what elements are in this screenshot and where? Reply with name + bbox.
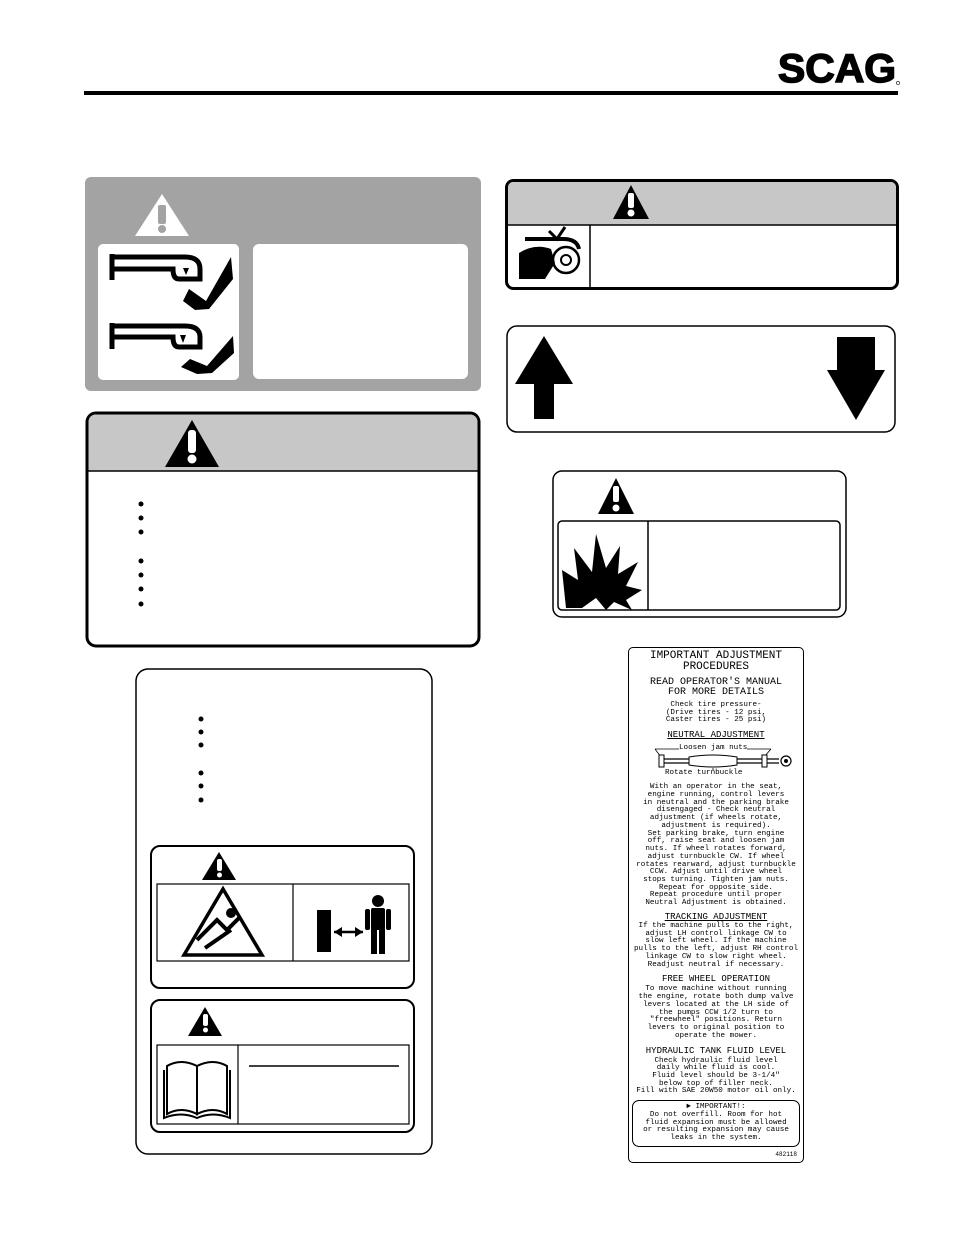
neutral-text-line: Repeat for opposite side. bbox=[659, 883, 773, 892]
header-rule bbox=[84, 91, 898, 95]
lift-direction-decal bbox=[506, 325, 896, 433]
turnbuckle-label: Rotate turnbuckle bbox=[665, 769, 743, 778]
scag-logo bbox=[776, 42, 902, 92]
neutral-heading: NEUTRAL ADJUSTMENT bbox=[667, 730, 765, 741]
neutral-text-line: rotates rearward, adjust turnbuckle bbox=[636, 860, 796, 869]
important-heading: ► IMPORTANT!: bbox=[686, 1103, 746, 1112]
neutral-text-line: engine running, control levers bbox=[647, 790, 785, 799]
neutral-text-line: in neutral and the parking brake bbox=[643, 798, 789, 807]
tracking-text-line: linkage CW to slow right wheel. bbox=[645, 952, 787, 961]
adjustment-procedures-decal bbox=[628, 647, 804, 1163]
freewheel-text-line: To move machine without running bbox=[645, 985, 787, 994]
freewheel-text-line: "freewheel" positions. Return bbox=[649, 1016, 783, 1025]
tracking-text-line: pulls to the left, adjust RH control bbox=[633, 945, 799, 954]
important-text-line: or resulting expansion may cause bbox=[643, 1126, 789, 1135]
hydraulic-text-line: below top of filler neck. bbox=[659, 1079, 773, 1088]
part-number: 482118 bbox=[775, 1151, 797, 1158]
neutral-text-line: off, raise seat and loosen jam bbox=[647, 837, 785, 846]
read-manual-line1: READ OPERATOR'S MANUAL bbox=[649, 677, 783, 688]
freewheel-text-line: operate the mower. bbox=[674, 1031, 758, 1040]
neutral-text-line: adjustment is required). bbox=[661, 821, 771, 830]
neutral-text-line: adjustment (if wheels rotate, bbox=[649, 814, 783, 823]
tracking-text-line: Readjust neutral if necessary. bbox=[647, 960, 785, 969]
turnbuckle-diagram bbox=[629, 742, 803, 782]
hydraulic-text-line: Fill with SAE 20W50 motor oil only. bbox=[636, 1087, 796, 1096]
tracking-text-line: If the machine pulls to the right, bbox=[638, 921, 794, 930]
important-box bbox=[632, 1100, 800, 1147]
jam-nuts-label: Loosen jam nuts bbox=[679, 744, 748, 753]
freewheel-heading: FREE WHEEL OPERATION bbox=[661, 974, 771, 985]
logo-text: SCAG bbox=[778, 47, 896, 91]
tire-check-line: Check tire pressure- bbox=[670, 701, 762, 709]
hydraulic-text-line: Fluid level should be 3-1/4" bbox=[652, 1071, 780, 1080]
important-text-line: fluid expansion must be allowed bbox=[645, 1118, 787, 1127]
read-manual-sub-decal bbox=[151, 1000, 414, 1132]
important-text-line: Do not overfill. Room for hot bbox=[649, 1110, 783, 1119]
tracking-heading: TRACKING ADJUSTMENT bbox=[664, 911, 768, 922]
freewheel-text-line: levers to original position to bbox=[647, 1024, 785, 1033]
neutral-text-line: With an operator in the seat, bbox=[649, 783, 783, 792]
read-manual-line2: FOR MORE DETAILS bbox=[667, 687, 764, 698]
neutral-text-line: Set parking brake, turn engine bbox=[647, 829, 785, 838]
hydraulic-heading: HYDRAULIC TANK FLUID LEVEL bbox=[645, 1045, 787, 1056]
decal-title-line2: PROCEDURES bbox=[682, 661, 749, 673]
neutral-text-line: adjust turnbuckle CW. If wheel bbox=[647, 852, 785, 861]
explosion-hazard-decal bbox=[552, 470, 847, 618]
general-warning-decal bbox=[85, 411, 481, 648]
stay-clear-sub-decal bbox=[151, 846, 414, 988]
neutral-text-line: Repeat procedure until proper bbox=[649, 891, 783, 900]
hand-crush-decal bbox=[85, 177, 481, 391]
tracking-text-line: slow left wheel. If the machine bbox=[645, 937, 787, 946]
freewheel-text-line: levers located at the LH side of bbox=[643, 1000, 789, 1009]
neutral-text-line: nuts. If wheel rotates forward, bbox=[645, 845, 787, 854]
decal-title-line1: IMPORTANT ADJUSTMENT bbox=[649, 650, 783, 662]
neutral-text-line: stops turning. Tighten jam nuts. bbox=[643, 876, 789, 885]
tracking-text-line: adjust LH control linkage CW to bbox=[645, 929, 787, 938]
manual-book-icon bbox=[164, 1062, 230, 1118]
freewheel-text-line: the engine, rotate both dump valve bbox=[638, 993, 794, 1002]
important-text-line: leaks in the system. bbox=[670, 1134, 762, 1143]
belt-entanglement-decal bbox=[505, 179, 899, 290]
hydraulic-text-line: Check hydraulic fluid level bbox=[654, 1056, 778, 1065]
neutral-text-line: CCW. Adjust until drive wheel bbox=[649, 868, 783, 877]
operator-safety-panel bbox=[135, 668, 433, 1155]
neutral-text-line: Neutral Adjustment is obtained. bbox=[645, 899, 787, 908]
freewheel-text-line: the pumps CCW 1/2 turn to bbox=[659, 1008, 773, 1017]
tire-check-line: (Drive tires - 12 psi, bbox=[665, 708, 767, 717]
hydraulic-text-line: daily while fluid is cool. bbox=[656, 1064, 776, 1073]
tire-check-line: Caster tires - 25 psi) bbox=[665, 716, 767, 725]
neutral-text-line: disengaged - Check neutral bbox=[656, 806, 776, 815]
